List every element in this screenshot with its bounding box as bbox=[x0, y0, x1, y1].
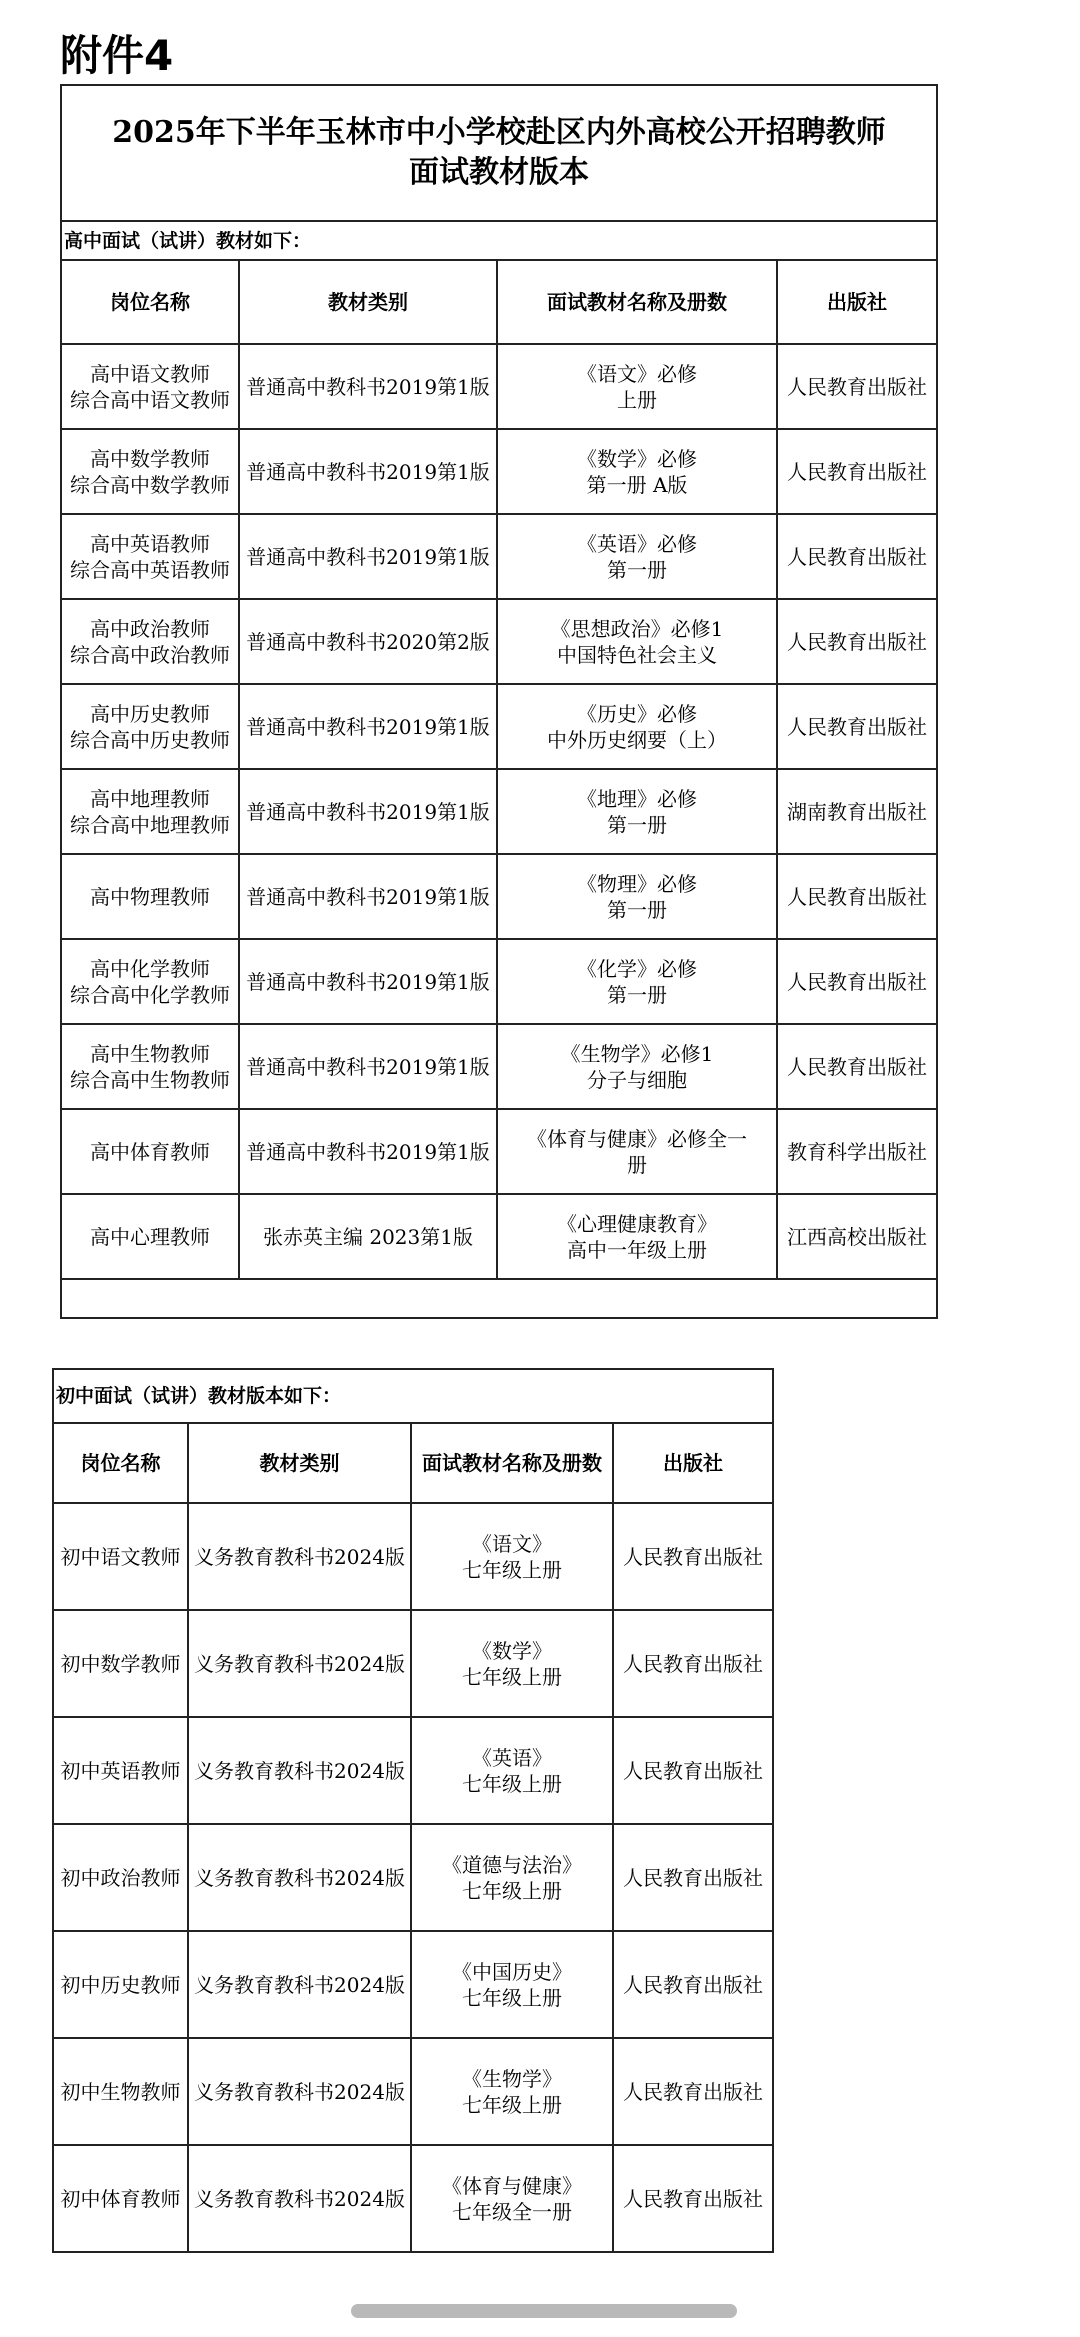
textbook-line: 《数学》必修 bbox=[577, 446, 697, 471]
high-school-table-row bbox=[61, 939, 937, 1024]
position-name: 高中地理教师 bbox=[90, 786, 210, 811]
category-cell: 义务教育教科书2024版 bbox=[188, 1610, 411, 1717]
position-name: 初中数学教师 bbox=[60, 1651, 181, 1676]
position-name: 初中政治教师 bbox=[60, 1865, 181, 1890]
publisher-cell: 人民教育出版社 bbox=[613, 2145, 773, 2252]
textbook-cell bbox=[411, 1503, 613, 1610]
textbook-line: 七年级上册 bbox=[462, 1771, 562, 1796]
position-name: 高中生物教师 bbox=[90, 1041, 210, 1066]
textbook-line: 《体育与健康》必修全一 bbox=[527, 1126, 747, 1151]
textbook-line: 《历史》必修 bbox=[577, 701, 697, 726]
middle-school-table-row bbox=[53, 1503, 773, 1610]
middle-school-table-row bbox=[53, 1610, 773, 1717]
textbook-line: 分子与细胞 bbox=[587, 1067, 687, 1092]
middle-school-table-row bbox=[53, 1717, 773, 1824]
textbook-line: 七年级上册 bbox=[462, 1985, 562, 2010]
column-header: 教材类别 bbox=[239, 260, 497, 344]
position-cell bbox=[61, 1194, 239, 1279]
position-name: 综合高中地理教师 bbox=[70, 812, 230, 837]
category-cell: 普通高中教科书2020第2版 bbox=[239, 599, 497, 684]
textbook-cell bbox=[497, 599, 777, 684]
position-cell bbox=[61, 429, 239, 514]
textbook-cell bbox=[497, 1194, 777, 1279]
publisher-cell: 人民教育出版社 bbox=[777, 344, 937, 429]
position-cell bbox=[61, 599, 239, 684]
category-cell: 普通高中教科书2019第1版 bbox=[239, 854, 497, 939]
high-school-blank-row bbox=[61, 1279, 937, 1318]
publisher-cell: 人民教育出版社 bbox=[613, 1717, 773, 1824]
high-school-table-row bbox=[61, 684, 937, 769]
publisher-cell: 湖南教育出版社 bbox=[777, 769, 937, 854]
position-name: 综合高中英语教师 bbox=[70, 557, 230, 582]
textbook-line: 《道德与法治》 bbox=[442, 1852, 582, 1877]
column-header: 教材类别 bbox=[188, 1423, 411, 1503]
column-header: 岗位名称 bbox=[53, 1423, 188, 1503]
position-name: 高中语文教师 bbox=[90, 361, 210, 386]
publisher-cell: 教育科学出版社 bbox=[777, 1109, 937, 1194]
position-name: 综合高中数学教师 bbox=[70, 472, 230, 497]
textbook-cell bbox=[411, 2038, 613, 2145]
category-cell: 普通高中教科书2019第1版 bbox=[239, 344, 497, 429]
category-cell: 普通高中教科书2019第1版 bbox=[239, 1024, 497, 1109]
position-name: 高中心理教师 bbox=[90, 1224, 210, 1249]
textbook-line: 七年级全一册 bbox=[452, 2199, 572, 2224]
publisher-cell: 人民教育出版社 bbox=[777, 599, 937, 684]
textbook-cell bbox=[411, 2145, 613, 2252]
column-header: 出版社 bbox=[777, 260, 937, 344]
middle-school-table-row bbox=[53, 1824, 773, 1931]
textbook-line: 《语文》必修 bbox=[577, 361, 697, 386]
position-name: 高中物理教师 bbox=[90, 884, 210, 909]
position-name: 初中体育教师 bbox=[60, 2186, 181, 2211]
textbook-cell bbox=[497, 344, 777, 429]
position-name: 初中历史教师 bbox=[60, 1972, 181, 1997]
category-cell: 义务教育教科书2024版 bbox=[188, 1717, 411, 1824]
position-cell bbox=[53, 1824, 188, 1931]
high-school-table-row bbox=[61, 514, 937, 599]
middle-school-table-row bbox=[53, 1931, 773, 2038]
position-name: 综合高中语文教师 bbox=[70, 387, 230, 412]
textbook-cell bbox=[497, 769, 777, 854]
publisher-cell: 人民教育出版社 bbox=[613, 1931, 773, 2038]
textbook-line: 《生物学》必修1 bbox=[560, 1041, 714, 1066]
position-name: 综合高中化学教师 bbox=[70, 982, 230, 1007]
position-cell bbox=[61, 854, 239, 939]
position-cell bbox=[61, 1109, 239, 1194]
textbook-line: 《思想政治》必修1 bbox=[550, 616, 724, 641]
position-cell bbox=[61, 514, 239, 599]
textbook-line: 第一册 bbox=[607, 897, 667, 922]
middle-school-table-row bbox=[53, 2145, 773, 2252]
textbook-cell bbox=[411, 1824, 613, 1931]
textbook-line: 《生物学》 bbox=[462, 2066, 562, 2091]
position-cell bbox=[53, 1503, 188, 1610]
position-name: 高中体育教师 bbox=[90, 1139, 210, 1164]
document-title bbox=[61, 85, 937, 221]
middle-school-header-row bbox=[53, 1423, 773, 1503]
textbook-line: 中国特色社会主义 bbox=[557, 642, 717, 667]
high-school-table-row bbox=[61, 429, 937, 514]
publisher-cell: 人民教育出版社 bbox=[777, 684, 937, 769]
document-title-line: 面试教材版本 bbox=[409, 155, 589, 190]
category-cell: 张赤英主编 2023第1版 bbox=[239, 1194, 497, 1279]
publisher-cell: 人民教育出版社 bbox=[777, 1024, 937, 1109]
publisher-cell: 人民教育出版社 bbox=[777, 514, 937, 599]
category-cell: 义务教育教科书2024版 bbox=[188, 1503, 411, 1610]
textbook-line: 《中国历史》 bbox=[452, 1959, 572, 1984]
position-cell bbox=[53, 2145, 188, 2252]
textbook-cell bbox=[497, 854, 777, 939]
column-header: 面试教材名称及册数 bbox=[497, 260, 777, 344]
blank-cell bbox=[61, 1279, 937, 1318]
textbook-line: 《心理健康教育》 bbox=[557, 1211, 717, 1236]
column-header: 面试教材名称及册数 bbox=[411, 1423, 613, 1503]
textbook-line: 《英语》必修 bbox=[577, 531, 697, 556]
category-cell: 普通高中教科书2019第1版 bbox=[239, 684, 497, 769]
high-school-section-label: 高中面试（试讲）教材如下： bbox=[61, 221, 937, 260]
category-cell: 普通高中教科书2019第1版 bbox=[239, 429, 497, 514]
column-header: 出版社 bbox=[613, 1423, 773, 1503]
position-cell bbox=[53, 2038, 188, 2145]
textbook-line: 第一册 A版 bbox=[586, 472, 688, 497]
textbook-cell bbox=[497, 939, 777, 1024]
position-name: 高中化学教师 bbox=[90, 956, 210, 981]
textbook-line: 《化学》必修 bbox=[577, 956, 697, 981]
textbook-cell bbox=[411, 1717, 613, 1824]
category-cell: 义务教育教科书2024版 bbox=[188, 2038, 411, 2145]
high-school-table-row bbox=[61, 854, 937, 939]
position-name: 综合高中生物教师 bbox=[70, 1067, 230, 1092]
publisher-cell: 人民教育出版社 bbox=[777, 939, 937, 1024]
textbook-line: 七年级上册 bbox=[462, 2092, 562, 2117]
textbook-cell bbox=[497, 1024, 777, 1109]
textbook-line: 《地理》必修 bbox=[577, 786, 697, 811]
textbook-line: 册 bbox=[627, 1152, 647, 1177]
position-name: 初中英语教师 bbox=[60, 1758, 181, 1783]
position-cell bbox=[53, 1931, 188, 2038]
publisher-cell: 江西高校出版社 bbox=[777, 1194, 937, 1279]
middle-school-table-row bbox=[53, 2038, 773, 2145]
category-cell: 义务教育教科书2024版 bbox=[188, 2145, 411, 2252]
textbook-cell bbox=[497, 1109, 777, 1194]
position-cell bbox=[61, 939, 239, 1024]
textbook-line: 七年级上册 bbox=[462, 1664, 562, 1689]
position-cell bbox=[53, 1717, 188, 1824]
textbook-line: 上册 bbox=[617, 387, 657, 412]
high-school-header-row bbox=[61, 260, 937, 344]
position-cell bbox=[61, 344, 239, 429]
high-school-table bbox=[60, 84, 938, 1319]
textbook-cell bbox=[411, 1931, 613, 2038]
position-name: 初中语文教师 bbox=[60, 1544, 181, 1569]
position-cell bbox=[61, 769, 239, 854]
middle-school-table bbox=[52, 1368, 774, 2253]
textbook-line: 第一册 bbox=[607, 982, 667, 1007]
home-indicator[interactable] bbox=[351, 2304, 737, 2318]
publisher-cell: 人民教育出版社 bbox=[613, 1503, 773, 1610]
position-name: 高中历史教师 bbox=[90, 701, 210, 726]
position-name: 高中政治教师 bbox=[90, 616, 210, 641]
textbook-line: 《体育与健康》 bbox=[442, 2173, 582, 2198]
category-cell: 普通高中教科书2019第1版 bbox=[239, 1109, 497, 1194]
position-name: 综合高中历史教师 bbox=[70, 727, 230, 752]
middle-school-section-label: 初中面试（试讲）教材版本如下： bbox=[53, 1369, 773, 1423]
textbook-line: 第一册 bbox=[607, 812, 667, 837]
attachment-label: 附件4 bbox=[60, 31, 174, 80]
category-cell: 义务教育教科书2024版 bbox=[188, 1824, 411, 1931]
category-cell: 普通高中教科书2019第1版 bbox=[239, 514, 497, 599]
high-school-table-row bbox=[61, 344, 937, 429]
publisher-cell: 人民教育出版社 bbox=[613, 1824, 773, 1931]
publisher-cell: 人民教育出版社 bbox=[777, 854, 937, 939]
publisher-cell: 人民教育出版社 bbox=[613, 1610, 773, 1717]
position-cell bbox=[61, 1024, 239, 1109]
position-name: 高中数学教师 bbox=[90, 446, 210, 471]
position-name: 初中生物教师 bbox=[60, 2079, 181, 2104]
high-school-table-row bbox=[61, 599, 937, 684]
category-cell: 普通高中教科书2019第1版 bbox=[239, 769, 497, 854]
textbook-line: 《英语》 bbox=[472, 1745, 552, 1770]
document-title-line: 2025年下半年玉林市中小学校赴区内外高校公开招聘教师 bbox=[112, 115, 886, 150]
textbook-line: 七年级上册 bbox=[462, 1878, 562, 1903]
publisher-cell: 人民教育出版社 bbox=[777, 429, 937, 514]
high-school-table-row bbox=[61, 1024, 937, 1109]
textbook-line: 中外历史纲要（上） bbox=[547, 727, 727, 752]
position-cell bbox=[61, 684, 239, 769]
high-school-table-row bbox=[61, 1109, 937, 1194]
textbook-line: 高中一年级上册 bbox=[567, 1237, 707, 1262]
textbook-line: 《物理》必修 bbox=[577, 871, 697, 896]
textbook-line: 《语文》 bbox=[472, 1531, 552, 1556]
position-name: 高中英语教师 bbox=[90, 531, 210, 556]
high-school-table-row bbox=[61, 1194, 937, 1279]
position-cell bbox=[53, 1610, 188, 1717]
textbook-cell bbox=[497, 684, 777, 769]
textbook-cell bbox=[497, 429, 777, 514]
textbook-line: 《数学》 bbox=[472, 1638, 552, 1663]
category-cell: 义务教育教科书2024版 bbox=[188, 1931, 411, 2038]
textbook-cell bbox=[411, 1610, 613, 1717]
textbook-line: 第一册 bbox=[607, 557, 667, 582]
high-school-table-row bbox=[61, 769, 937, 854]
publisher-cell: 人民教育出版社 bbox=[613, 2038, 773, 2145]
textbook-cell bbox=[497, 514, 777, 599]
category-cell: 普通高中教科书2019第1版 bbox=[239, 939, 497, 1024]
textbook-line: 七年级上册 bbox=[462, 1557, 562, 1582]
position-name: 综合高中政治教师 bbox=[70, 642, 230, 667]
column-header: 岗位名称 bbox=[61, 260, 239, 344]
